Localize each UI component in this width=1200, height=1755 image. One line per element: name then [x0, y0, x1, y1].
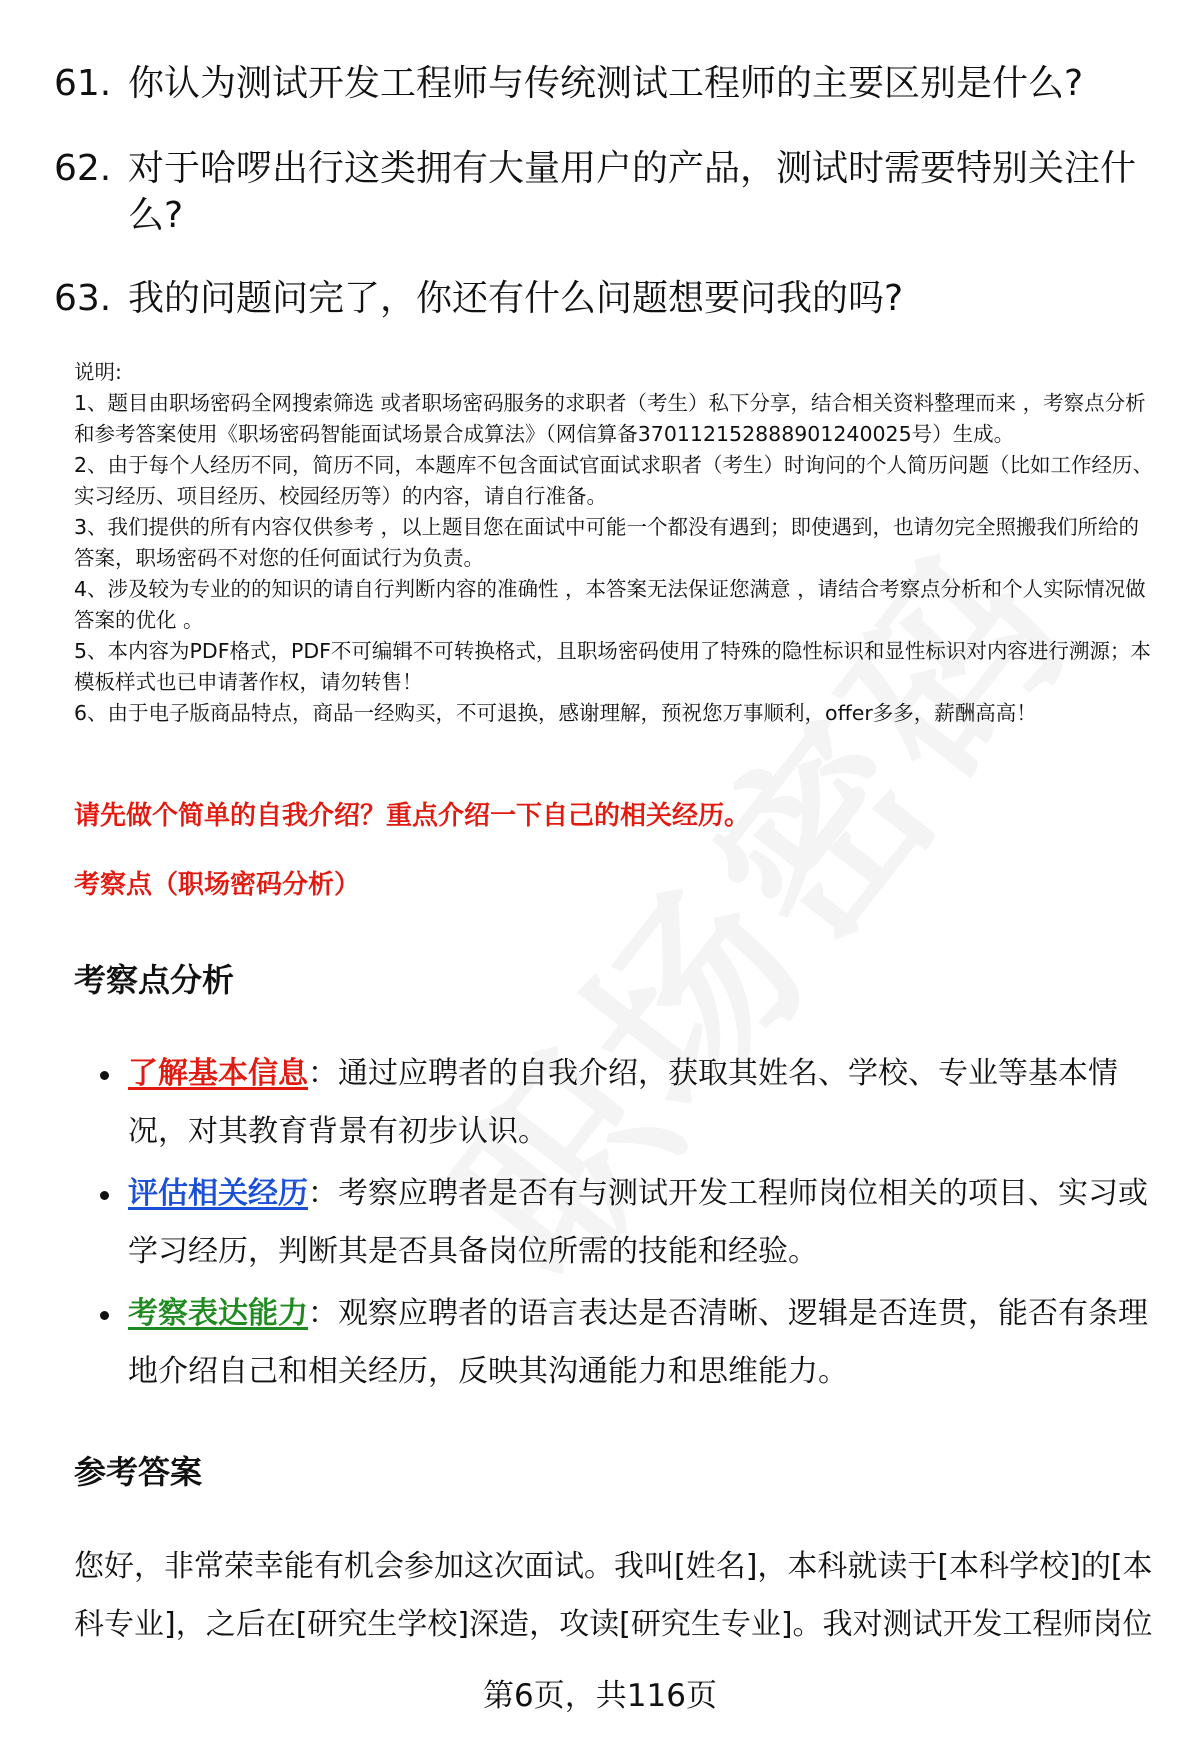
note-item: 5、本内容为PDF格式，PDF不可编辑不可转换格式，且职场密码使用了特殊的隐性标识和显性标识对内容进行溯源；本模板样式也已申请著作权，请勿转售！ [74, 639, 1151, 694]
question-text: 对于哈啰出行这类拥有大量用户的产品，测试时需要特别关注什么? [128, 148, 1137, 236]
list-item-text: ：通过应聘者的自我介绍，获取其姓名、学校、专业等基本情况，对其教育背景有初步认识。 [128, 1056, 1118, 1149]
question-62 [54, 145, 1144, 239]
answer-heading: 参考答案 [74, 1453, 203, 1491]
keyword: 评估相关经历 [128, 1176, 308, 1211]
question-63 [54, 275, 1144, 322]
interview-question-title: 请先做个简单的自我介绍？重点介绍一下自己的相关经历。 [74, 801, 751, 831]
note-item: 4、涉及较为专业的的知识的请自行判断内容的准确性 ，本答案无法保证您满意 ，请结合考察点分析和个人实际情况做答案的优化 。 [74, 577, 1146, 632]
question-text: 我的问题问完了，你还有什么问题想要问我的吗? [128, 278, 904, 319]
notes-section [74, 357, 1154, 729]
question-number: 63. [54, 278, 112, 319]
analysis-list [74, 1045, 1154, 1405]
notes-title: 说明: [74, 360, 122, 384]
question-text: 你认为测试开发工程师与传统测试工程师的主要区别是什么? [128, 63, 1084, 104]
note-item: 6、由于电子版商品特点，商品一经购买，不可退换，感谢理解，预祝您万事顺利，offer多多，薪酬高高！ [74, 701, 1037, 725]
keyword: 了解基本信息 [128, 1056, 308, 1091]
answer-text: 您好，非常荣幸能有机会参加这次面试。我叫[姓名]，本科就读于[本科学校]的[本科专业]，之后在[研究生学校]深造，攻读[研究生专业]。我对测试开发工程师岗位 [74, 1549, 1153, 1642]
question-61 [54, 60, 1144, 107]
question-number: 62. [54, 148, 112, 189]
list-item [74, 1285, 1154, 1401]
list-item-text: ：观察应聘者的语言表达是否清晰、逻辑是否连贯，能否有条理地介绍自己和相关经历，反映其沟通能力和思维能力。 [128, 1296, 1148, 1389]
note-item: 3、我们提供的所有内容仅供参考 ，以上题目您在面试中可能一个都没有遇到；即使遇到，也请勿完全照搬我们所给的答案，职场密码不对您的任何面试行为负责。 [74, 515, 1140, 570]
note-item: 2、由于每个人经历不同，简历不同，本题库不包含面试官面试求职者（考生）时询问的个人简历问题（比如工作经历、实习经历、项目经历、校园经历等）的内容，请自行准备。 [74, 453, 1154, 508]
keyword: 考察表达能力 [128, 1296, 308, 1331]
list-item-text: ：考察应聘者是否有与测试开发工程师岗位相关的项目、实习或学习经历，判断其是否具备岗位所需的技能和经验。 [128, 1176, 1148, 1269]
note-item: 1、题目由职场密码全网搜索筛选 或者职场密码服务的求职者（考生）私下分享，结合相关资料整理而来 ，考察点分析和参考答案使用《职场密码智能面试场景合成算法》（网信算备370112152888901240025号）生成。 [74, 391, 1146, 446]
page-footer: 第6页，共116页 [483, 1678, 717, 1714]
list-item [74, 1165, 1154, 1281]
question-number: 61. [54, 63, 112, 104]
analysis-heading: 考察点分析 [74, 961, 235, 999]
list-item [74, 1045, 1154, 1161]
kaocha-point-label: 考察点（职场密码分析） [74, 870, 361, 900]
